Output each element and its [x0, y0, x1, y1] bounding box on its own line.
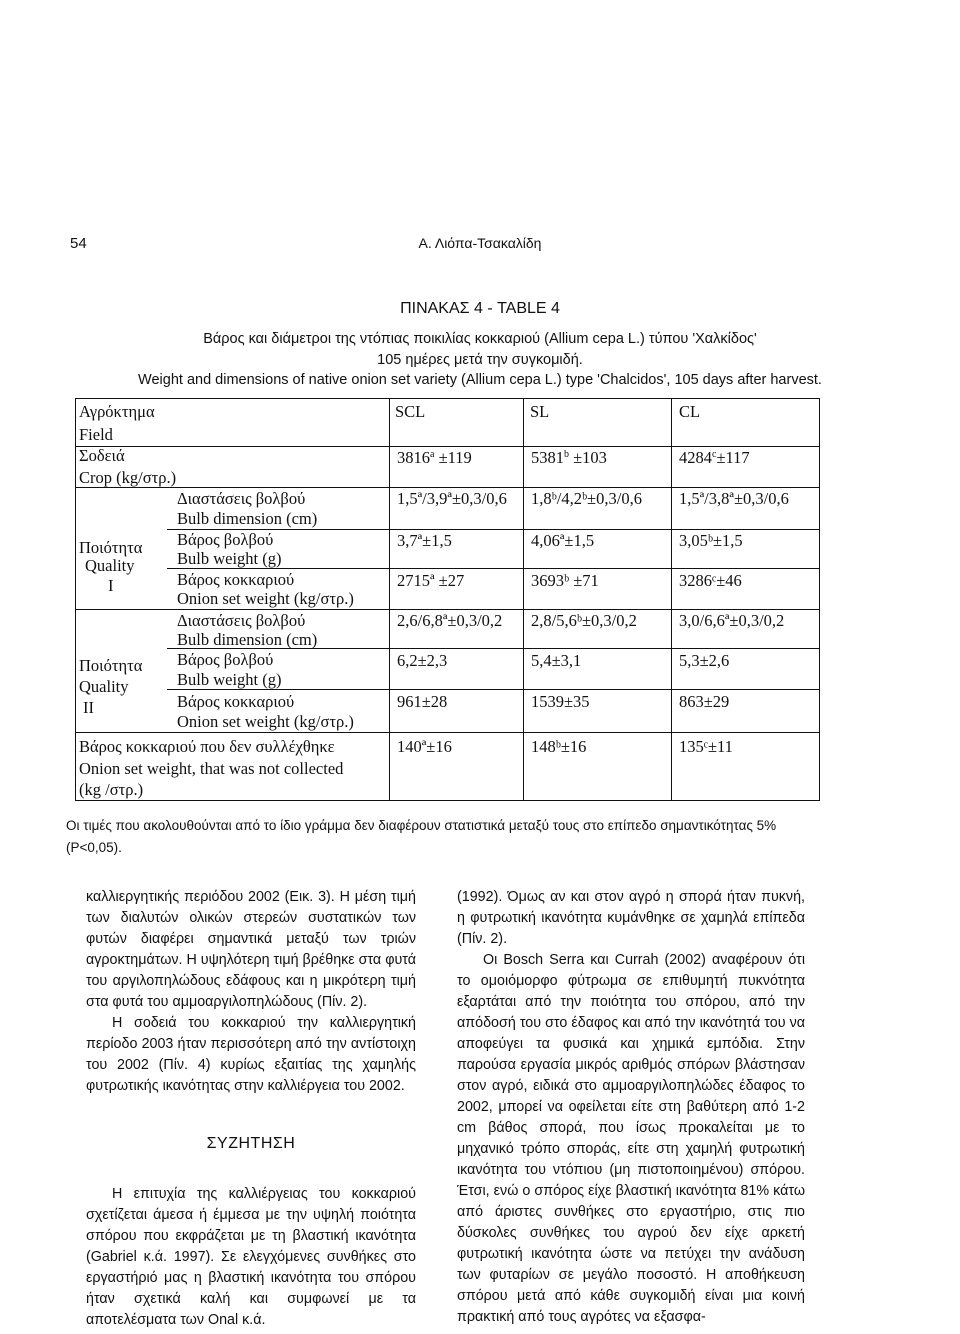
q2-bulb-dimension-english: Bulb dimension (cm)	[177, 630, 318, 649]
running-head: Α. Λιόπα-Τσακαλίδη	[418, 235, 542, 251]
quality-1-label-number: I	[108, 576, 114, 595]
not-collected-label-greek: Βάρος κοκκαριού που δεν συλλέχθηκε	[79, 737, 335, 756]
q2-dimension-sl: 2,8/5,6ᵇ±0,3/0,2	[531, 611, 637, 630]
paragraph: Η επιτυχία της καλλιέργειας του κοκκαριού σχετίζεται άμεσα ή έμμεσα με την υψηλή ποιότητα σπόρου που εκφράζεται με τη βλαστική ικανότητα (Gabriel κ.ά. 1997). Σε ελεγχόμενες συνθήκες στο εργαστήριό μας η βλαστική ικανότητα του σπόρου ήταν σχετικά καλή και συμφωνεί με τα αποτελέσματα των Onal κ.ά.	[86, 1186, 416, 1328]
q2-dimension-scl: 2,6/6,8ª±0,3/0,2	[397, 611, 503, 630]
paragraph: Η σοδειά του κοκκαριού την καλλιεργητική περίοδο 2003 ήταν περισσότερη από την αντίστοιχη του 2002 (Πίν. 4) κυρίως εξαιτίας της χαμηλής φυτρωτικής ικανότητας στην καλλιέργεια του 2002.	[86, 1015, 416, 1094]
q2-dimension-cl: 3,0/6,6ª±0,3/0,2	[679, 611, 785, 630]
paragraph: καλλιεργητικής περιόδου 2002 (Εικ. 3). Η μέση τιμή των διαλυτών ολικών στερεών συστατικών των φυτών διαφέρει σημαντικά μεταξύ των τριών αγροκτημάτων. Η υψηλότερη τιμή βρέθηκε στα φυτά του αργιλοπηλώδους εδάφους και η μικρότερη τιμή στα φυτά του αμμοαργιλοπηλώδους (Πίν. 2).	[86, 889, 416, 1010]
q1-set-weight-cl: 3286ᶜ±46	[679, 571, 742, 590]
paragraph: (1992). Όμως αν και στον αγρό η σπορά ήταν πυκνή, η φυτρωτική ικανότητα κυμάνθηκε σε χαμηλά επίπεδα (Πίν. 2).	[457, 889, 805, 947]
crop-label-greek: Σοδειά	[79, 446, 125, 465]
crop-value-scl: $3816^a \pm 119$	[397, 448, 472, 467]
q1-dimension-sl: 1,8ᵇ/4,2ᵇ±0,3/0,6	[531, 489, 642, 508]
data-table	[75, 398, 820, 801]
column-header-scl: SCL	[395, 402, 426, 421]
table-bottom-border	[75, 800, 820, 801]
quality-2-label-english: Quality	[79, 677, 129, 696]
q2-set-weight-sl: 1539±35	[531, 692, 590, 711]
table-caption-english: Weight and dimensions of native onion set variety (Allium cepa L.) type 'Chalcidos', 105 days after harvest.	[138, 372, 822, 388]
q2-set-weight-greek: Βάρος κοκκαριού	[177, 692, 295, 711]
not-collected-label-english: Onion set weight, that was not collected	[79, 759, 344, 778]
q2-bulb-weight-greek: Βάρος βολβού	[177, 650, 274, 669]
right-text-column	[457, 887, 805, 1328]
table-footnote: Οι τιμές που ακολουθούνται από το ίδιο γράμμα δεν διαφέρουν στατιστικά μεταξύ τους στο επίπεδο σημαντικότητας 5%	[66, 818, 777, 833]
q1-bulb-weight-english: Bulb weight (g)	[177, 549, 282, 568]
q1-set-weight-sl: 3693ᵇ ±71	[531, 571, 599, 590]
q1-dimension-scl: 1,5ª/3,9ª±0,3/0,6	[397, 489, 507, 508]
field-label-english: Field	[79, 425, 113, 444]
q2-set-weight-english: Onion set weight (kg/στρ.)	[177, 712, 354, 731]
q1-dimension-cl: 1,5ª/3,8ª±0,3/0,6	[679, 489, 789, 508]
row-divider	[75, 732, 820, 733]
table-caption-greek-days: 105 ημέρες μετά την συγκομιδή.	[377, 352, 583, 368]
table-left-border	[75, 398, 76, 801]
q2-set-weight-scl: 961±28	[397, 692, 448, 711]
crop-value-cl: $4284^c\pm 117$	[679, 448, 750, 467]
table-divider-cl	[671, 398, 672, 801]
q2-bulb-weight-cl: 5,3±2,6	[679, 651, 730, 670]
quality-2-label-number: II	[83, 698, 94, 717]
q1-bulb-weight-greek: Βάρος βολβού	[177, 530, 274, 549]
crop-label-english: Crop (kg/στρ.)	[79, 468, 177, 487]
q1-set-weight-greek: Βάρος κοκκαριού	[177, 570, 295, 589]
table-title: ΠΙΝΑΚΑΣ 4 - TABLE 4	[400, 300, 560, 317]
paragraph: Οι Bosch Serra και Currah (2002) αναφέρουν ότι το ομοιόμορφο φύτρωμα σε επιθυμητή πυκνότητα εξαρτάται από την ποιότητα του σπόρου, από την απόδοσή του στο έδαφος και από την ικανότητά του να αποφεύγει τα φυσικά και χημικά εμπόδια. Στην παρούσα εργασία μικρός αριθμός σπόρων βλάστησαν στον αγρό, ειδικά στο αμμοαργιλοπηλώδες έδαφος το 2002, μπορεί να οφείλεται είτε στη βαθύτερη από 1-2 cm βάθος σπορά, που ίσως προκαλείται με το μηχανικό τρόπο σποράς, είτε στη χαμηλή φυτρωτική ικανότητα του ντόπιου (μη πιστοποιημένου) σπόρου. Έτσι, ενώ ο σπόρος είχε βλαστική ικανότητα 81% κάτω από άριστες συνθήκες στο εργαστήριο, στις πιο δύσκολες συνθήκες του αγρού δεν είχε αρκετή φυτρωτική ικανότητα ώστε να πετύχει την ανάδυση των φυταρίων σε μεγάλο ποσοστό. Η αποθήκευση σπόρου μετά από κάθε συγκομιδή είναι μια κοινή πρακτική από τους αγρότες να εξασφα-	[457, 952, 805, 1325]
column-header-cl: CL	[679, 402, 701, 421]
left-text-column	[86, 887, 416, 1331]
q2-bulb-dimension-greek: Διαστάσεις βολβού	[177, 611, 306, 630]
not-collected-sl: 148ᵇ±16	[531, 737, 587, 756]
q2-bulb-weight-english: Bulb weight (g)	[177, 670, 282, 689]
field-label-greek: Αγρόκτημα	[79, 402, 155, 421]
quality-2-label-greek: Ποιότητα	[79, 656, 143, 675]
table-divider-scl	[389, 398, 390, 801]
table-top-border	[75, 398, 820, 399]
q1-bulb-weight-scl: 3,7ª±1,5	[397, 531, 452, 550]
not-collected-scl: 140ª±16	[397, 737, 452, 756]
page-number: 54	[70, 235, 87, 252]
q1-set-weight-english: Onion set weight (kg/στρ.)	[177, 589, 354, 608]
q1-bulb-dimension-english: Bulb dimension (cm)	[177, 509, 318, 528]
table-caption-greek: Βάρος και διάμετροι της ντόπιας ποικιλίας κοκκαριού (Allium cepa L.) τύπου 'Χαλκίδος'	[203, 331, 757, 347]
q2-set-weight-cl: 863±29	[679, 692, 730, 711]
column-header-sl: SL	[530, 402, 550, 421]
table-footnote-significance: (P<0,05).	[66, 840, 122, 855]
q1-bulb-dimension-greek: Διαστάσεις βολβού	[177, 489, 306, 508]
q1-bulb-weight-cl: 3,05ᵇ±1,5	[679, 531, 743, 550]
not-collected-cl: 135ᶜ±11	[679, 737, 733, 756]
crop-value-sl: $5381^b \pm 103$	[531, 448, 607, 467]
not-collected-label-unit: (kg /στρ.)	[79, 780, 144, 799]
table-divider-sl	[523, 398, 524, 801]
q2-bulb-weight-sl: 5,4±3,1	[531, 651, 582, 670]
q1-set-weight-scl: 2715ª ±27	[397, 571, 465, 590]
quality-1-label-english: Quality	[85, 556, 135, 575]
quality-1-label-greek: Ποιότητα	[79, 538, 143, 557]
q2-bulb-weight-scl: 6,2±2,3	[397, 651, 448, 670]
table-right-border	[819, 398, 820, 801]
section-heading: ΣΥΖΗΤΗΣΗ	[206, 1135, 296, 1152]
q1-bulb-weight-sl: 4,06ª±1,5	[531, 531, 595, 550]
